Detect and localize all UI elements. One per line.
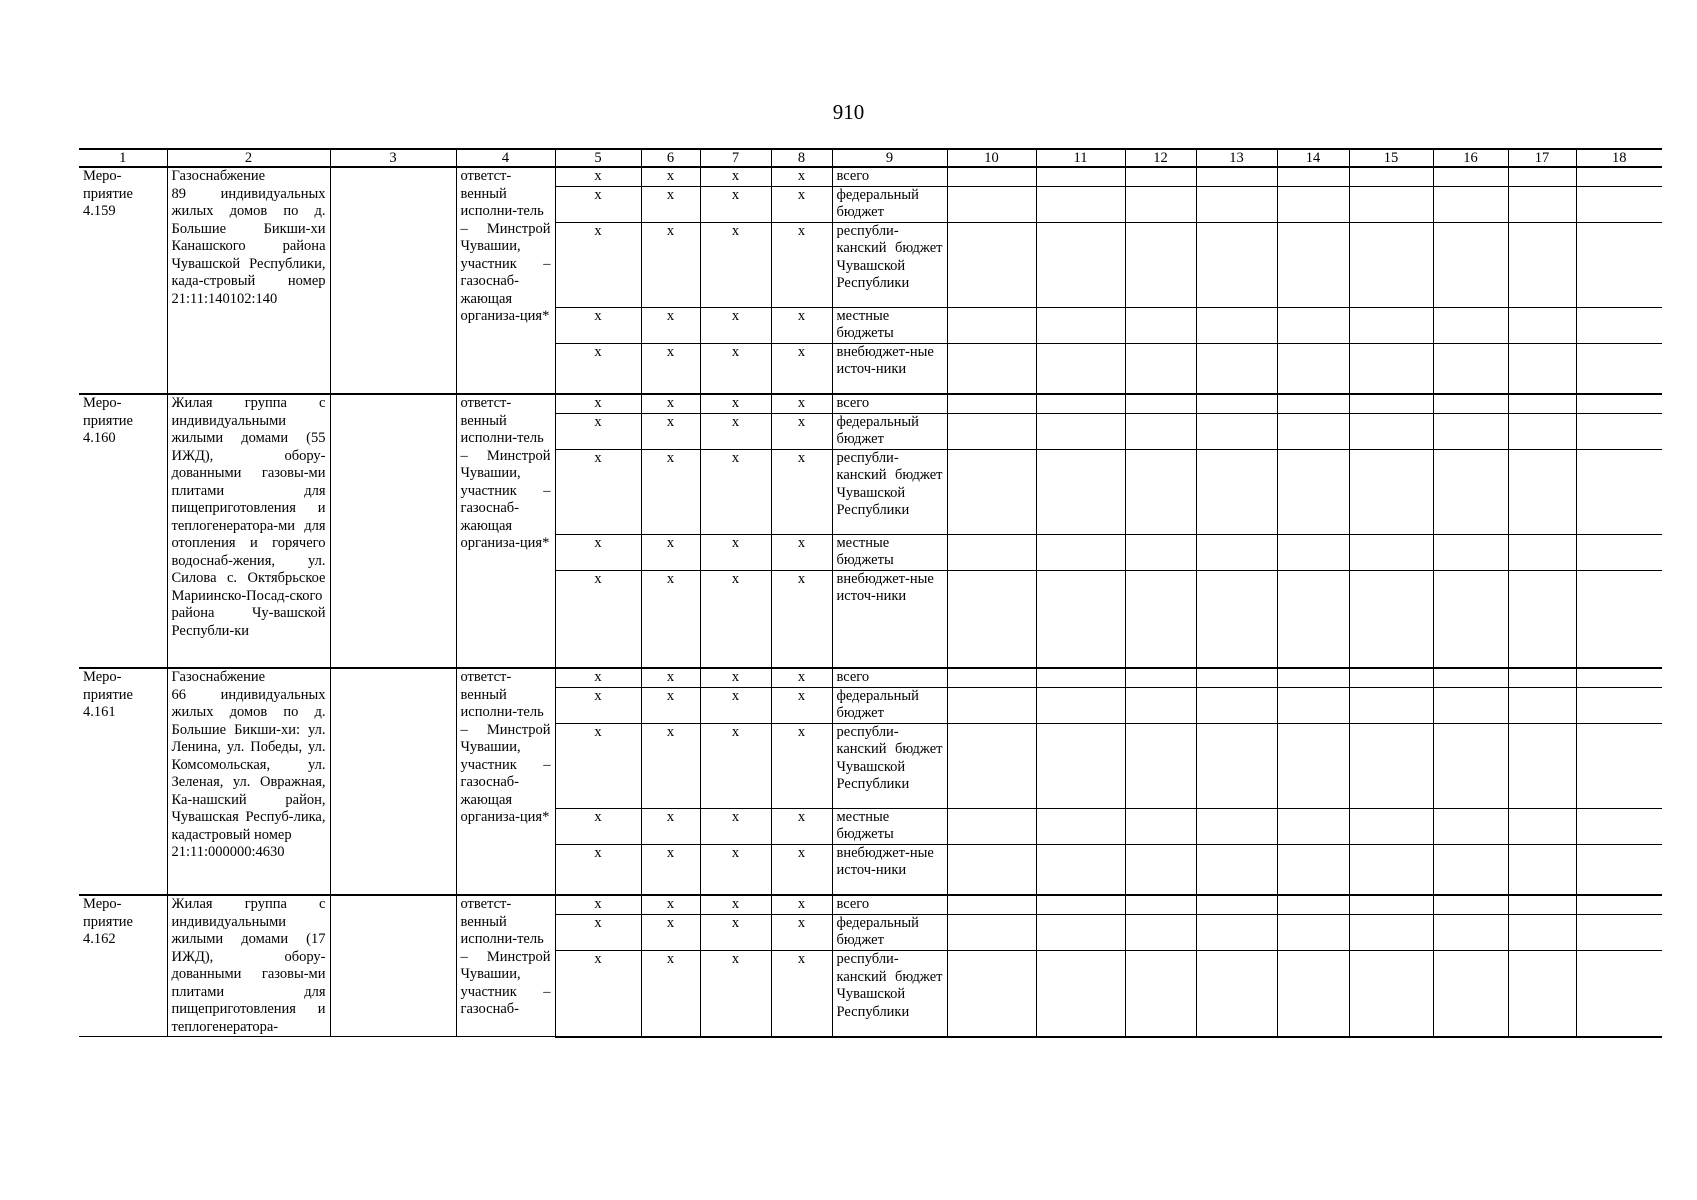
value-cell [1125,394,1196,413]
x-mark: х [700,951,771,1037]
x-mark: х [771,570,832,668]
value-cell [1036,723,1125,808]
value-cell [947,307,1036,343]
value-cell [1036,668,1125,687]
value-cell [1125,687,1196,723]
column-header: 2 [167,149,330,167]
value-cell [1196,534,1277,570]
value-cell [1277,394,1349,413]
x-mark: х [555,307,641,343]
value-cell [1508,844,1576,895]
funding-source: местные бюджеты [832,307,947,343]
value-cell [1125,167,1196,186]
value-cell [1508,570,1576,668]
value-cell [1576,186,1662,222]
column-header: 4 [456,149,555,167]
value-cell [947,668,1036,687]
value-cell [1349,167,1433,186]
column-header: 16 [1433,149,1508,167]
x-mark: х [771,534,832,570]
value-cell [1508,808,1576,844]
x-mark: х [641,449,700,534]
funding-source: республи-канский бюджет Чувашской Республики [832,449,947,534]
x-mark: х [700,449,771,534]
value-cell [1036,808,1125,844]
x-mark: х [771,687,832,723]
value-cell [1277,534,1349,570]
x-mark: х [700,895,771,914]
x-mark: х [555,914,641,950]
value-cell [1349,844,1433,895]
value-cell [1036,951,1125,1037]
value-cell [947,534,1036,570]
x-mark: х [700,413,771,449]
value-cell [1508,186,1576,222]
column-header: 11 [1036,149,1125,167]
funding-source: всего [832,668,947,687]
column-header: 14 [1277,149,1349,167]
value-cell [1125,808,1196,844]
value-cell [1433,307,1508,343]
funding-table [79,148,1662,1038]
x-mark: х [641,343,700,394]
value-cell [1277,570,1349,668]
x-mark: х [555,343,641,394]
x-mark: х [700,307,771,343]
value-cell [1125,222,1196,307]
x-mark: х [771,394,832,413]
value-cell [947,449,1036,534]
x-mark: х [771,413,832,449]
x-mark: х [641,186,700,222]
empty-cell [330,394,456,668]
value-cell [1508,307,1576,343]
x-mark: х [641,895,700,914]
value-cell [1508,534,1576,570]
x-mark: х [641,222,700,307]
x-mark: х [771,844,832,895]
x-mark: х [771,723,832,808]
value-cell [1196,394,1277,413]
value-cell [1433,687,1508,723]
value-cell [947,222,1036,307]
page-number: 910 [832,100,865,124]
column-header: 18 [1576,149,1662,167]
value-cell [1036,844,1125,895]
value-cell [1433,394,1508,413]
value-cell [1576,413,1662,449]
value-cell [1576,570,1662,668]
measure-id: Меро- приятие 4.160 [79,394,167,668]
value-cell [1196,687,1277,723]
x-mark: х [641,668,700,687]
value-cell [1508,668,1576,687]
value-cell [1277,895,1349,914]
x-mark: х [641,534,700,570]
x-mark: х [700,570,771,668]
value-cell [1349,808,1433,844]
value-cell [1125,186,1196,222]
value-cell [1433,808,1508,844]
measure-id: Меро- приятие 4.162 [79,895,167,1037]
x-mark: х [555,723,641,808]
value-cell [1036,343,1125,394]
value-cell [947,844,1036,895]
value-cell [1349,186,1433,222]
value-cell [947,914,1036,950]
funding-source: федеральный бюджет [832,186,947,222]
x-mark: х [700,343,771,394]
value-cell [1277,449,1349,534]
column-header: 5 [555,149,641,167]
value-cell [1036,687,1125,723]
x-mark: х [555,394,641,413]
value-cell [1576,687,1662,723]
value-cell [1349,951,1433,1037]
value-cell [1196,895,1277,914]
x-mark: х [771,186,832,222]
value-cell [1576,394,1662,413]
table-row [79,167,1662,186]
empty-cell [330,668,456,895]
value-cell [1576,534,1662,570]
value-cell [1125,570,1196,668]
value-cell [1508,413,1576,449]
value-cell [1349,914,1433,950]
value-cell [1433,343,1508,394]
funding-source: всего [832,895,947,914]
x-mark: х [771,343,832,394]
measure-name: Жилая группа с индивидуальными жилыми домами (55 ИЖД), обору-дованными газовы-ми плитами для пищеприготовления и теплогенератора-ми для отопления и горячего водоснаб-жения, ул. Силова с. Октябрьское Мариинско-Посад-ского района Чу-вашской Республи-ки [167,394,330,668]
value-cell [1196,343,1277,394]
measure-name: Газоснабжение 89 индивидуальных жилых домов по д. Большие Бикши-хи Канашского района Чувашской Республики, када-стровый номер 21:11:140102:140 [167,167,330,394]
value-cell [1576,343,1662,394]
funding-source: местные бюджеты [832,534,947,570]
value-cell [1349,534,1433,570]
x-mark: х [641,570,700,668]
measure-name: Жилая группа с индивидуальными жилыми домами (17 ИЖД), обору-дованными газовы-ми плитами для пищеприготовления и теплогенератора- [167,895,330,1037]
value-cell [947,723,1036,808]
value-cell [1508,895,1576,914]
x-mark: х [555,570,641,668]
value-cell [1433,413,1508,449]
x-mark: х [771,222,832,307]
measure-id: Меро- приятие 4.159 [79,167,167,394]
value-cell [947,951,1036,1037]
funding-source: республи-канский бюджет Чувашской Республики [832,951,947,1037]
value-cell [947,343,1036,394]
value-cell [1433,167,1508,186]
value-cell [1508,687,1576,723]
x-mark: х [771,449,832,534]
column-header: 6 [641,149,700,167]
column-header: 10 [947,149,1036,167]
value-cell [1125,534,1196,570]
value-cell [1036,534,1125,570]
value-cell [1125,723,1196,808]
funding-source: внебюджет-ные источ-ники [832,343,947,394]
value-cell [1576,449,1662,534]
x-mark: х [641,307,700,343]
x-mark: х [641,687,700,723]
value-cell [1433,951,1508,1037]
value-cell [1036,570,1125,668]
executor: ответст-венный исполни-тель – Минстрой Чувашии, участник – газоснаб-жающая организа-ция* [456,668,555,895]
value-cell [947,186,1036,222]
x-mark: х [771,668,832,687]
value-cell [1277,808,1349,844]
value-cell [1196,808,1277,844]
value-cell [1125,307,1196,343]
value-cell [1576,808,1662,844]
value-cell [1125,413,1196,449]
measure-name: Газоснабжение 66 индивидуальных жилых домов по д. Большие Бикши-хи: ул. Ленина, ул. Победы, ул. Комсомольская, ул. Зеленая, ул. Овражная, Ка-нашский район, Чувашская Респуб-лика, кадастровый номер 21:11:000000:4630 [167,668,330,895]
x-mark: х [771,808,832,844]
value-cell [1508,723,1576,808]
funding-source: всего [832,394,947,413]
x-mark: х [700,808,771,844]
value-cell [1125,668,1196,687]
header-row [79,149,1662,167]
value-cell [1125,449,1196,534]
x-mark: х [641,914,700,950]
column-header: 1 [79,149,167,167]
x-mark: х [555,668,641,687]
value-cell [1433,186,1508,222]
value-cell [1576,167,1662,186]
value-cell [1277,307,1349,343]
value-cell [947,394,1036,413]
value-cell [1433,570,1508,668]
value-cell [1349,668,1433,687]
value-cell [1196,570,1277,668]
empty-cell [330,895,456,1037]
value-cell [1196,186,1277,222]
value-cell [1036,186,1125,222]
funding-source: внебюджет-ные источ-ники [832,844,947,895]
value-cell [1433,895,1508,914]
value-cell [1277,167,1349,186]
executor: ответст-венный исполни-тель – Минстрой Чувашии, участник – газоснаб-жающая организа-ция* [456,394,555,668]
value-cell [1036,895,1125,914]
value-cell [1349,723,1433,808]
value-cell [1036,222,1125,307]
x-mark: х [771,307,832,343]
funding-source: республи-канский бюджет Чувашской Республики [832,723,947,808]
x-mark: х [555,449,641,534]
value-cell [1196,449,1277,534]
x-mark: х [771,895,832,914]
x-mark: х [700,844,771,895]
value-cell [1277,687,1349,723]
value-cell [1277,914,1349,950]
value-cell [1277,723,1349,808]
x-mark: х [700,167,771,186]
value-cell [1196,723,1277,808]
funding-source: федеральный бюджет [832,413,947,449]
value-cell [1277,413,1349,449]
value-cell [1433,222,1508,307]
value-cell [1349,570,1433,668]
value-cell [1036,413,1125,449]
table-row [79,668,1662,687]
column-header: 3 [330,149,456,167]
value-cell [1036,914,1125,950]
value-cell [1196,222,1277,307]
funding-source: всего [832,167,947,186]
value-cell [1508,914,1576,950]
x-mark: х [641,167,700,186]
value-cell [1576,914,1662,950]
x-mark: х [555,808,641,844]
funding-source: федеральный бюджет [832,687,947,723]
value-cell [947,895,1036,914]
value-cell [1576,844,1662,895]
value-cell [1576,668,1662,687]
x-mark: х [555,413,641,449]
x-mark: х [555,186,641,222]
x-mark: х [700,687,771,723]
value-cell [947,687,1036,723]
value-cell [1349,394,1433,413]
funding-source: республи-канский бюджет Чувашской Республики [832,222,947,307]
value-cell [1576,222,1662,307]
value-cell [1349,307,1433,343]
value-cell [947,570,1036,668]
x-mark: х [555,222,641,307]
column-header: 13 [1196,149,1277,167]
table-row [79,394,1662,413]
value-cell [1196,914,1277,950]
value-cell [1576,951,1662,1037]
value-cell [1508,449,1576,534]
funding-source: федеральный бюджет [832,914,947,950]
value-cell [1277,844,1349,895]
value-cell [1433,534,1508,570]
value-cell [1196,844,1277,895]
value-cell [1433,449,1508,534]
measure-id: Меро- приятие 4.161 [79,668,167,895]
value-cell [1125,914,1196,950]
value-cell [1277,668,1349,687]
value-cell [1196,668,1277,687]
value-cell [1277,222,1349,307]
value-cell [1349,222,1433,307]
value-cell [1036,167,1125,186]
value-cell [1576,895,1662,914]
x-mark: х [555,895,641,914]
value-cell [1036,394,1125,413]
column-header: 7 [700,149,771,167]
value-cell [947,167,1036,186]
value-cell [1196,307,1277,343]
x-mark: х [641,844,700,895]
value-cell [1277,186,1349,222]
column-header: 15 [1349,149,1433,167]
value-cell [1508,167,1576,186]
x-mark: х [771,951,832,1037]
value-cell [1349,687,1433,723]
empty-cell [330,167,456,394]
value-cell [1277,951,1349,1037]
column-header: 8 [771,149,832,167]
value-cell [1125,844,1196,895]
value-cell [1277,343,1349,394]
value-cell [947,808,1036,844]
value-cell [947,413,1036,449]
value-cell [1433,668,1508,687]
column-header: 12 [1125,149,1196,167]
x-mark: х [700,723,771,808]
x-mark: х [641,394,700,413]
value-cell [1508,394,1576,413]
x-mark: х [641,951,700,1037]
value-cell [1125,951,1196,1037]
x-mark: х [700,394,771,413]
value-cell [1433,844,1508,895]
x-mark: х [641,808,700,844]
x-mark: х [700,534,771,570]
x-mark: х [555,844,641,895]
x-mark: х [700,668,771,687]
x-mark: х [700,186,771,222]
value-cell [1349,413,1433,449]
x-mark: х [641,723,700,808]
column-header: 9 [832,149,947,167]
x-mark: х [555,687,641,723]
x-mark: х [555,951,641,1037]
value-cell [1349,895,1433,914]
x-mark: х [771,914,832,950]
value-cell [1196,167,1277,186]
column-header: 17 [1508,149,1576,167]
value-cell [1196,951,1277,1037]
value-cell [1433,914,1508,950]
x-mark: х [771,167,832,186]
funding-source: местные бюджеты [832,808,947,844]
value-cell [1125,895,1196,914]
x-mark: х [555,167,641,186]
value-cell [1349,449,1433,534]
value-cell [1508,343,1576,394]
table-row [79,895,1662,914]
value-cell [1125,343,1196,394]
value-cell [1576,723,1662,808]
value-cell [1036,449,1125,534]
value-cell [1433,723,1508,808]
value-cell [1508,222,1576,307]
value-cell [1576,307,1662,343]
value-cell [1508,951,1576,1037]
x-mark: х [555,534,641,570]
executor: ответст-венный исполни-тель – Минстрой Чувашии, участник – газоснаб-жающая организа-ция* [456,167,555,394]
x-mark: х [700,914,771,950]
funding-source: внебюджет-ные источ-ники [832,570,947,668]
value-cell [1036,307,1125,343]
executor: ответст-венный исполни-тель – Минстрой Чувашии, участник – газоснаб- [456,895,555,1037]
value-cell [1196,413,1277,449]
x-mark: х [700,222,771,307]
x-mark: х [641,413,700,449]
value-cell [1349,343,1433,394]
